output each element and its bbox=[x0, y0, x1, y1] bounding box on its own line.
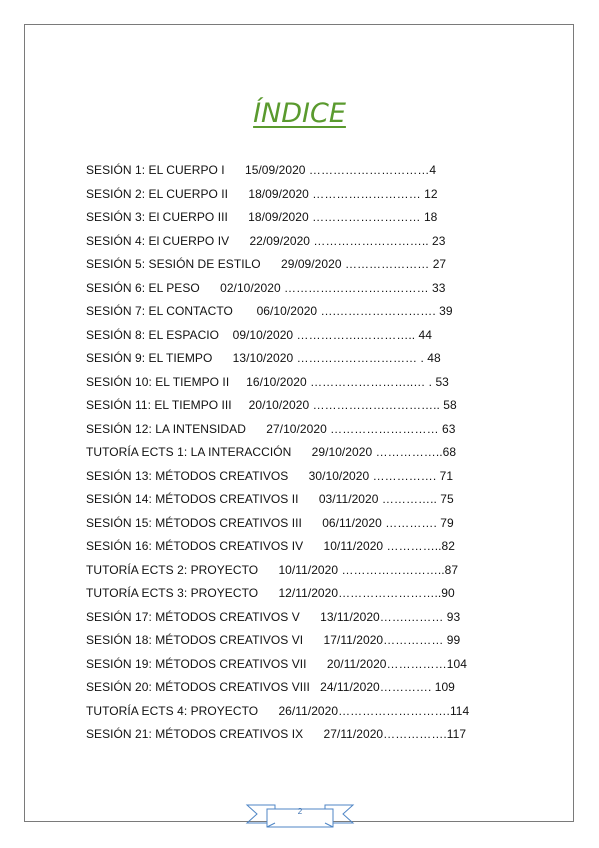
toc-entry-label: SESIÓN 9: EL TIEMPO bbox=[86, 351, 213, 365]
toc-entry bbox=[86, 183, 526, 207]
toc-entry bbox=[86, 347, 526, 371]
toc-entry bbox=[86, 559, 526, 583]
toc-entry-leader: ……………………………… bbox=[280, 280, 433, 295]
toc-entry bbox=[86, 465, 526, 489]
toc-entry-gap bbox=[291, 445, 311, 459]
toc-entry bbox=[86, 300, 526, 324]
toc-entry-page: 79 bbox=[440, 515, 454, 530]
toc-entry-leader: ………….. bbox=[383, 539, 442, 553]
toc-entry-label: SESIÓN 5: SESIÓN DE ESTILO bbox=[86, 257, 261, 271]
toc-entry-date: 13/11/2020 bbox=[320, 609, 380, 624]
toc-entry-page: 58 bbox=[443, 398, 457, 412]
toc-entry-label: SESIÓN 19: MÉTODOS CREATIVOS VII bbox=[86, 656, 307, 671]
toc-entry-label: SESIÓN 21: MÉTODOS CREATIVOS IX bbox=[86, 727, 304, 741]
toc-entry bbox=[86, 277, 526, 301]
toc-entry-label: SESIÓN 4: El CUERPO IV bbox=[86, 233, 230, 248]
toc-entry-leader: ………………………… bbox=[305, 163, 430, 177]
toc-entry-label: SESIÓN 17: MÉTODOS CREATIVOS V bbox=[86, 609, 300, 624]
toc-entry-date: 09/10/2020 bbox=[232, 327, 294, 342]
toc-entry-date: 16/10/2020 bbox=[246, 374, 307, 389]
toc-entry bbox=[86, 230, 526, 254]
toc-entry-gap bbox=[219, 328, 233, 342]
toc-entry-gap bbox=[303, 727, 323, 741]
toc-entry-leader: ………….. bbox=[378, 492, 441, 506]
toc-entry-gap bbox=[246, 422, 266, 436]
toc-entry-leader: …………… bbox=[386, 656, 447, 671]
toc-entry-label: SESIÓN 6: EL PESO bbox=[86, 280, 200, 295]
toc-entry-label: SESIÓN 7: EL CONTACTO bbox=[86, 304, 233, 318]
toc-entry-date: 27/10/2020 bbox=[266, 421, 327, 436]
toc-entry-date: 06/11/2020 bbox=[322, 515, 382, 530]
toc-entry-gap bbox=[212, 351, 232, 365]
toc-entry-label: SESIÓN 16: MÉTODOS CREATIVOS IV bbox=[86, 539, 304, 553]
toc-entry-date: 20/10/2020 bbox=[248, 398, 310, 412]
toc-entry-label: SESIÓN 3: El CUERPO III bbox=[86, 210, 228, 224]
toc-entry-gap bbox=[261, 257, 281, 271]
toc-entry-gap bbox=[258, 563, 278, 577]
toc-entry-leader: …………………….. bbox=[338, 562, 445, 577]
toc-entry bbox=[86, 253, 526, 277]
toc-entry-leader: …………….………….. bbox=[293, 327, 419, 342]
toc-entry-page: 12 bbox=[424, 186, 438, 201]
toc-entry-page: 99 bbox=[446, 633, 461, 647]
toc-entry bbox=[86, 676, 526, 700]
toc-entry-gap bbox=[229, 234, 249, 248]
toc-entry-date: 18/09/2020 bbox=[248, 186, 309, 201]
toc-entry-page: 71 bbox=[439, 468, 454, 483]
toc-entry-page: 109 bbox=[434, 680, 455, 694]
toc-entry-leader: ……………………… bbox=[308, 186, 425, 201]
toc-entry-date: 24/11/2020 bbox=[320, 680, 380, 694]
toc-entry-date: 03/11/2020 bbox=[318, 492, 379, 506]
toc-entry-label: SESIÓN 12: LA INTENSIDAD bbox=[86, 421, 246, 436]
toc-entry-date: 30/10/2020 bbox=[308, 468, 370, 483]
toc-entry-page: 44 bbox=[418, 327, 432, 342]
toc-entry-date: 02/10/2020 bbox=[220, 280, 281, 295]
toc-entry bbox=[86, 206, 526, 230]
toc-entry-label: TUTORÍA ECTS 4: PROYECTO bbox=[86, 703, 259, 718]
toc-entry-leader: …………… bbox=[383, 633, 447, 647]
toc-entry-label: SESIÓN 10: EL TIEMPO II bbox=[86, 374, 230, 389]
toc-entry-gap bbox=[258, 586, 278, 600]
toc-entry-date: 10/11/2020 bbox=[323, 539, 384, 553]
toc-entry-gap bbox=[288, 469, 308, 483]
toc-entry-date: 26/11/2020 bbox=[278, 703, 339, 718]
toc-entry-gap bbox=[310, 680, 320, 694]
toc-entry bbox=[86, 512, 526, 536]
toc-entry bbox=[86, 418, 526, 442]
toc-entry-gap bbox=[229, 375, 246, 389]
toc-entry-label: SESIÓN 2: EL CUERPO II bbox=[86, 186, 229, 201]
toc-entry-leader: ……………………… bbox=[308, 210, 424, 224]
toc-entry-date: 06/10/2020 bbox=[256, 304, 318, 318]
toc-entry-page: 93 bbox=[446, 609, 461, 624]
page-title: ÍNDICE bbox=[253, 98, 346, 129]
toc-entry-label: SESIÓN 1: EL CUERPO I bbox=[86, 163, 225, 177]
toc-entry-leader: ……………………..… . bbox=[306, 374, 436, 389]
toc-entry bbox=[86, 488, 526, 512]
toc-entry-gap bbox=[232, 398, 249, 412]
toc-entry-page: 39 bbox=[439, 304, 453, 318]
toc-entry-date: 15/09/2020 bbox=[244, 163, 306, 177]
toc-entry-date: 29/10/2020 bbox=[311, 445, 373, 459]
toc-entry-page: 104 bbox=[446, 656, 467, 671]
toc-entry-page: 114 bbox=[449, 703, 470, 718]
toc-entry-gap bbox=[258, 704, 278, 718]
toc-entry-page: 82 bbox=[441, 539, 455, 553]
toc-entry bbox=[86, 535, 526, 559]
toc-entry-leader: …….……… bbox=[379, 609, 447, 624]
toc-entry-page: 27 bbox=[432, 257, 447, 271]
toc-entry-label: SESIÓN 18: MÉTODOS CREATIVOS VI bbox=[86, 633, 304, 647]
toc-entry-date: 22/09/2020 bbox=[249, 233, 311, 248]
toc-entry bbox=[86, 582, 526, 606]
toc-entry-date: 27/11/2020 bbox=[323, 727, 384, 741]
toc-entry bbox=[86, 606, 526, 630]
toc-entry-page: 63 bbox=[442, 421, 456, 436]
toc-entry-gap bbox=[303, 633, 323, 647]
toc-entry-label: SESIÓN 14: MÉTODOS CREATIVOS II bbox=[86, 492, 299, 506]
toc-entry-date: 13/10/2020 bbox=[232, 351, 294, 365]
toc-entry-leader: ………………… bbox=[341, 257, 433, 271]
toc-entry-page: 117 bbox=[446, 727, 467, 741]
toc-entry-leader: ………………………. bbox=[338, 703, 450, 718]
toc-entry-label: TUTORÍA ECTS 1: LA INTERACCIÓN bbox=[86, 445, 292, 459]
toc-entry-label: SESIÓN 15: MÉTODOS CREATIVOS III bbox=[86, 515, 302, 530]
toc-entry-gap bbox=[303, 539, 323, 553]
toc-entry-gap bbox=[200, 281, 220, 295]
toc-entry-leader: ….……………………. bbox=[317, 304, 440, 318]
toc-entry bbox=[86, 723, 526, 747]
toc-entry-page: 68 bbox=[442, 445, 457, 459]
toc-entry-leader: ……………. bbox=[383, 727, 447, 741]
toc-entry-page: 33 bbox=[432, 280, 446, 295]
toc-entry bbox=[86, 394, 526, 418]
toc-entry-leader: ………………………….. bbox=[309, 398, 444, 412]
toc-entry-date: 20/11/2020 bbox=[326, 656, 387, 671]
toc-entry-gap bbox=[299, 492, 319, 506]
toc-entry-gap bbox=[300, 610, 320, 624]
toc-entry-label: TUTORÍA ECTS 2: PROYECTO bbox=[86, 562, 259, 577]
toc-entry bbox=[86, 700, 526, 724]
toc-entry-leader: ……………. bbox=[369, 468, 440, 483]
toc-entry-leader: ……………………… bbox=[326, 421, 443, 436]
toc-entry-date: 29/09/2020 bbox=[281, 257, 342, 271]
toc-entry-leader: ………………………… . bbox=[293, 351, 428, 365]
toc-entry bbox=[86, 653, 526, 677]
toc-entry-page: 18 bbox=[423, 210, 438, 224]
toc-entry-gap bbox=[307, 657, 327, 671]
toc-entry-gap bbox=[228, 210, 248, 224]
toc-entry bbox=[86, 441, 526, 465]
toc-entry-page: 23 bbox=[432, 233, 446, 248]
toc-entry-leader: …………………….. bbox=[338, 586, 442, 600]
toc-entry-page: 48 bbox=[427, 351, 441, 365]
toc-entry-leader: ……………………….. bbox=[310, 233, 433, 248]
toc-entry-date: 10/11/2020 bbox=[278, 562, 339, 577]
toc-entry-label: SESIÓN 20: MÉTODOS CREATIVOS VIII bbox=[86, 680, 310, 694]
toc-entry-date: 12/11/2020 bbox=[278, 586, 339, 600]
toc-entry-page: 4 bbox=[429, 163, 437, 177]
toc-entry-gap bbox=[228, 187, 248, 201]
toc-entry bbox=[86, 629, 526, 653]
toc-entry-page: 53 bbox=[435, 374, 449, 389]
toc-entry-label: TUTORÍA ECTS 3: PROYECTO bbox=[86, 586, 259, 600]
toc-entry bbox=[86, 324, 526, 348]
page-number: 2 bbox=[297, 807, 303, 816]
toc-entry-leader: …………. bbox=[379, 680, 435, 694]
toc-entry bbox=[86, 371, 526, 395]
toc-entry-gap bbox=[302, 516, 322, 530]
toc-entry-leader: …………….. bbox=[372, 445, 443, 459]
toc-entry-page: 90 bbox=[441, 586, 455, 600]
toc-entry-label: SESIÓN 11: EL TIEMPO III bbox=[86, 398, 232, 412]
toc-entry-label: SESIÓN 8: EL ESPACIO bbox=[86, 327, 220, 342]
toc-entry-page: 87 bbox=[444, 562, 459, 577]
toc-entry bbox=[86, 159, 526, 183]
toc-entry-page: 75 bbox=[440, 492, 454, 506]
toc-entry-gap bbox=[225, 163, 245, 177]
toc-entry-date: 17/11/2020 bbox=[323, 633, 384, 647]
toc-entry-leader: …………. bbox=[381, 515, 441, 530]
toc-entry-label: SESIÓN 13: MÉTODOS CREATIVOS bbox=[86, 468, 289, 483]
table-of-contents bbox=[86, 159, 526, 747]
toc-entry-gap bbox=[233, 304, 257, 318]
toc-entry-date: 18/09/2020 bbox=[248, 210, 309, 224]
